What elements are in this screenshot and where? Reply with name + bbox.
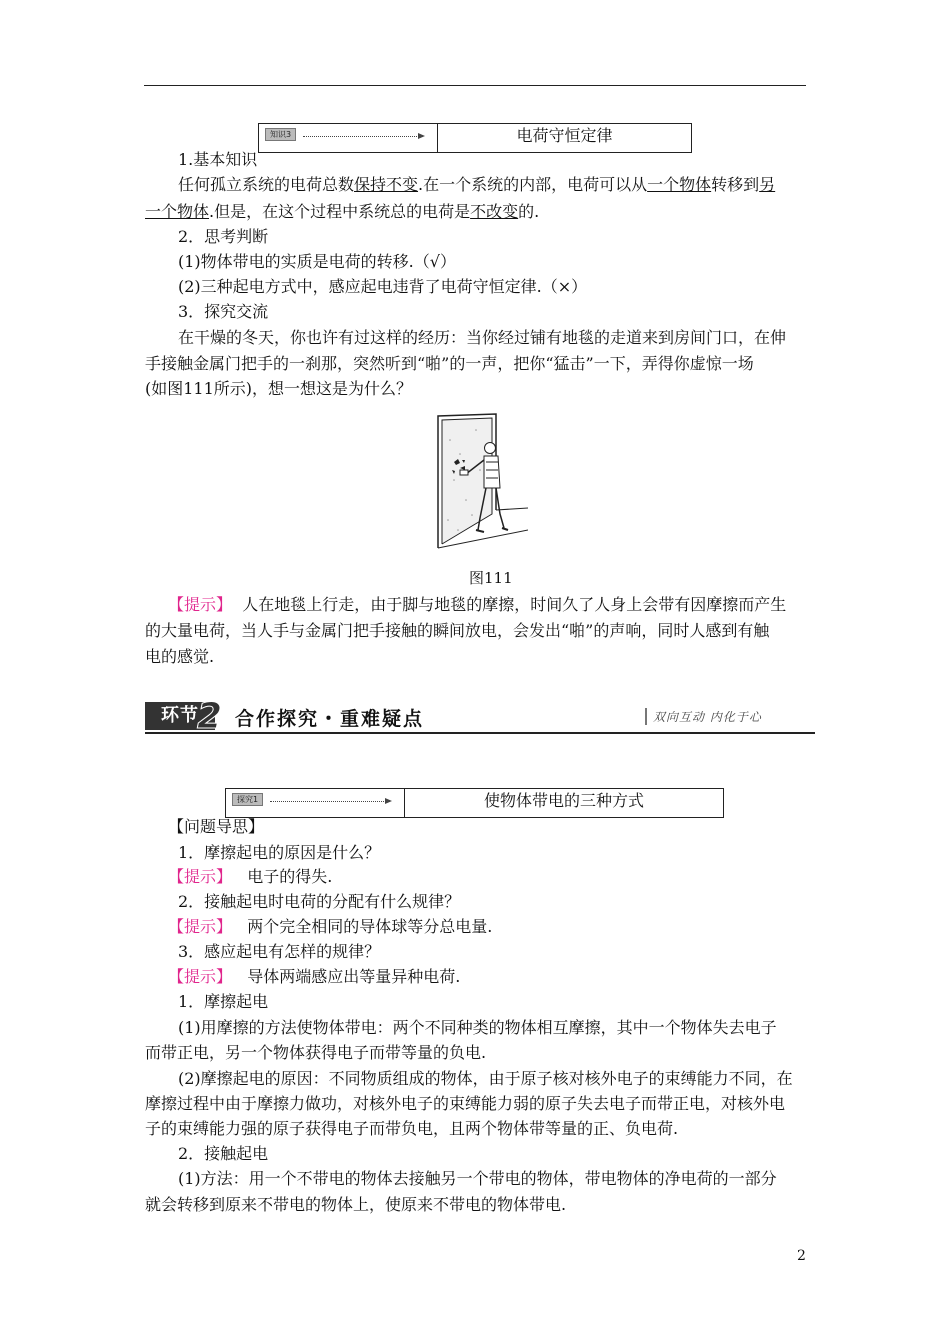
stage-banner bbox=[145, 696, 815, 737]
figure-caption: 图111 bbox=[469, 569, 513, 587]
guide-heading: 【问题导思】 bbox=[168, 817, 265, 836]
judgement-item-1: (1)物体带电的实质是电荷的转移.（√） bbox=[178, 252, 456, 271]
heading-judgement: 2．思考判断 bbox=[178, 227, 269, 246]
arrow-icon bbox=[303, 136, 423, 137]
paragraph-line: 任何孤立系统的电荷总数保持不变.在一个系统的内部，电荷可以从一个物体转移到另 bbox=[178, 175, 776, 194]
paragraph-line: 子的束缚能力强的原子获得电子而带负电，且两个物体带等量的正、负电荷. bbox=[145, 1119, 679, 1138]
question-line: 手接触金属门把手的一刹那，突然听到“啪”的一声，把你“猛击”一下，弄得你虚惊一场 bbox=[145, 354, 754, 373]
paragraph-line: 就会转移到原来不带电的物体上，使原来不带电的物体带电. bbox=[145, 1195, 567, 1214]
banner-subtitle: 双向互动 内化于心 bbox=[645, 708, 762, 725]
hint-label: 【提示】 bbox=[168, 967, 233, 986]
page-number: 2 bbox=[797, 1248, 806, 1264]
heading-explore: 3．探究交流 bbox=[178, 302, 269, 321]
hint-line: 电的感觉. bbox=[145, 647, 215, 666]
hint-label: 【提示】 bbox=[168, 595, 233, 614]
section-tag-chip: 探究1 bbox=[232, 793, 263, 806]
hint-line: 的大量电荷，当人手与金属门把手接触的瞬间放电，会发出“啪”的声响，同时人感到有触 bbox=[145, 621, 770, 640]
underlined-answer: 一个物体 bbox=[145, 202, 210, 221]
section-header-box bbox=[225, 788, 724, 818]
paragraph-line: 而带正电，另一个物体获得电子而带等量的负电. bbox=[145, 1043, 487, 1062]
underlined-answer: 另 bbox=[759, 175, 776, 194]
section-tag-chip: 知识3 bbox=[265, 128, 296, 141]
heading-basic-knowledge: 1.基本知识 bbox=[178, 150, 258, 169]
guide-question-2: 2．接触起电时电荷的分配有什么规律？ bbox=[178, 892, 461, 911]
hint-line: 【提示】 人在地毯上行走，由于脚与地毯的摩擦，时间久了人身上会带有因摩擦而产生 bbox=[168, 595, 787, 614]
hint-label: 【提示】 bbox=[168, 867, 233, 886]
banner-title: 合作探究・重难疑点 bbox=[235, 708, 425, 730]
judgement-item-2: (2)三种起电方式中，感应起电违背了电荷守恒定律.（×） bbox=[178, 277, 588, 296]
section-title: 使物体带电的三种方式 bbox=[483, 791, 644, 810]
underlined-answer: 不改变 bbox=[470, 202, 519, 221]
method-heading-contact: 2．接触起电 bbox=[178, 1144, 269, 1163]
section-tag bbox=[226, 789, 405, 817]
paragraph-line: (2)摩擦起电的原因：不同物质组成的物体，由于原子核对核外电子的束缚能力不同，在 bbox=[178, 1069, 793, 1088]
guide-question-1: 1．摩擦起电的原因是什么？ bbox=[178, 843, 381, 862]
method-heading-friction: 1．摩擦起电 bbox=[178, 992, 269, 1011]
banner-label: 环节 bbox=[145, 702, 215, 730]
guide-answer-2: 【提示】 两个完全相同的导体球等分总电量. bbox=[168, 917, 493, 936]
underlined-answer: 保持不变 bbox=[354, 175, 419, 194]
section-header-box bbox=[258, 123, 692, 153]
guide-question-3: 3．感应起电有怎样的规律？ bbox=[178, 942, 381, 961]
paragraph-line: 摩擦过程中由于摩擦力做功，对核外电子的束缚能力弱的原子失去电子而带正电，对核外电 bbox=[145, 1094, 786, 1113]
guide-answer-1: 【提示】 电子的得失. bbox=[168, 867, 333, 886]
section-tag bbox=[259, 124, 438, 152]
hint-label: 【提示】 bbox=[168, 917, 233, 936]
header-rule bbox=[144, 85, 806, 86]
paragraph-line: 一个物体.但是，在这个过程中系统总的电荷是不改变的. bbox=[145, 202, 540, 221]
guide-answer-3: 【提示】 导体两端感应出等量异种电荷. bbox=[168, 967, 461, 986]
paragraph-line: (1)用摩擦的方法使物体带电：两个不同种类的物体相互摩擦，其中一个物体失去电子 bbox=[178, 1018, 777, 1037]
question-line: (如图111所示)，想一想这是为什么？ bbox=[145, 379, 413, 398]
figure-door-shock-illustration bbox=[436, 410, 528, 550]
section-title: 电荷守恒定律 bbox=[516, 126, 613, 145]
question-line: 在干燥的冬天，你也许有过这样的经历：当你经过铺有地毯的走道来到房间门口，在伸 bbox=[178, 328, 787, 347]
banner-number: 2 bbox=[197, 696, 223, 737]
arrow-icon bbox=[270, 801, 390, 802]
underlined-answer: 一个物体 bbox=[647, 175, 712, 194]
paragraph-line: (1)方法：用一个不带电的物体去接触另一个带电的物体，带电物体的净电荷的一部分 bbox=[178, 1169, 777, 1188]
